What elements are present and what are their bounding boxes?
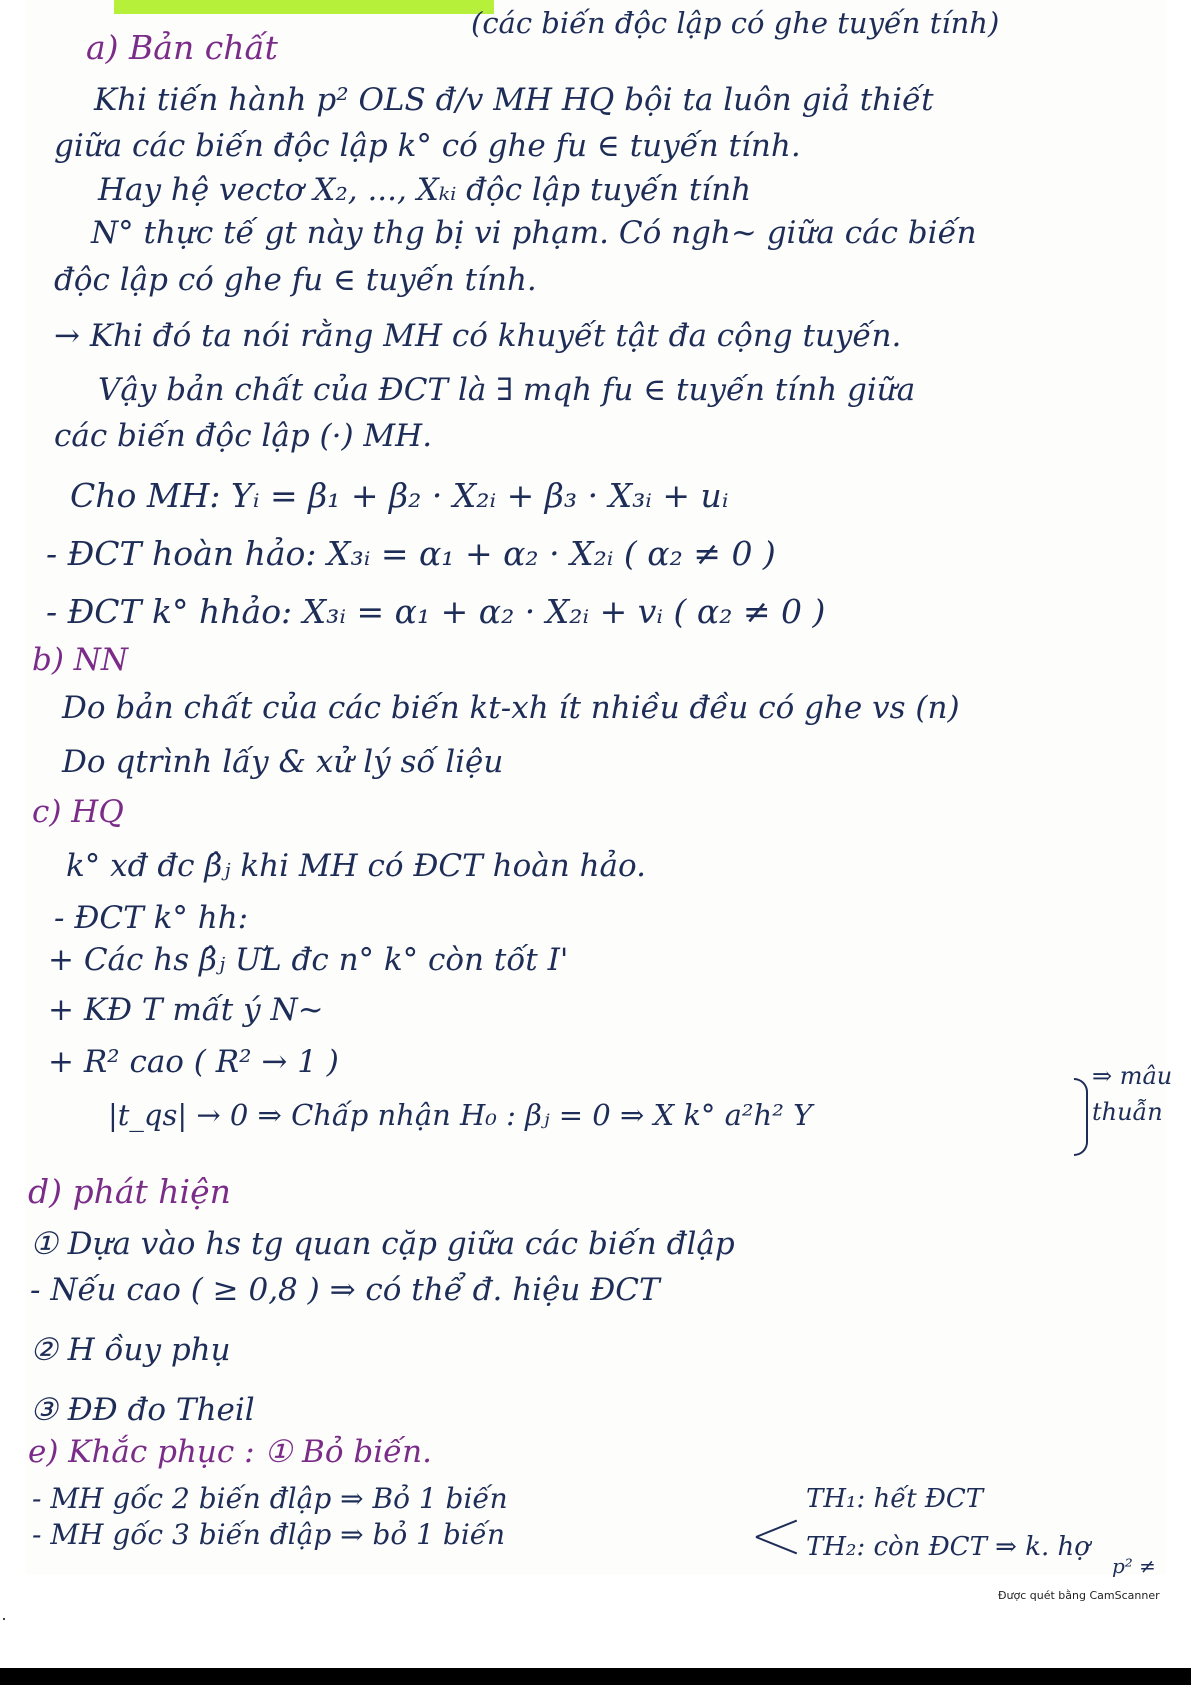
note-line: độc lập có ghe fu ∈ tuyến tính. [54, 262, 537, 298]
note-line: các biến độc lập (·) MH. [54, 418, 433, 454]
note-line: ② H ồuy phụ [30, 1332, 231, 1368]
imperfect-collinearity-equation: - ĐCT k° hhảo: X₃ᵢ = α₁ + α₂ · X₂ᵢ + vᵢ ( α₂ ≠ 0 ) [46, 592, 826, 631]
note-line: ③ ĐĐ đo Theil [30, 1392, 255, 1428]
speck [3, 1618, 5, 1620]
note-line: Hay hệ vectơ X₂, ..., Xₖᵢ độc lập tuyến tính [98, 172, 752, 208]
note-line: Do qtrình lấy & xử lý số liệu [62, 744, 504, 780]
note-line: Vậy bản chất của ĐCT là ∃ mqh fu ∈ tuyến tính giữa [98, 372, 916, 408]
note-line: k° xđ đc β̂ⱼ khi MH có ĐCT hoàn hảo. [66, 848, 646, 884]
section-heading-a: a) Bản chất [86, 28, 278, 67]
section-heading-d: d) phát hiện [28, 1172, 231, 1211]
note-line: - ĐCT k° hh: [54, 900, 249, 936]
note-line: - Nếu cao ( ≥ 0,8 ) ⇒ có thể đ. hiệu ĐCT [30, 1272, 660, 1308]
note-line: giữa các biến độc lập k° có ghe fu ∈ tuyến tính. [54, 128, 801, 164]
case-two: TH₂: còn ĐCT ⇒ k. hợ [806, 1532, 1090, 1562]
note-line: - MH gốc 3 biến đlập ⇒ bỏ 1 biến [32, 1518, 506, 1551]
highlighter-mark [114, 0, 494, 14]
note-line: |t_qs| → 0 ⇒ Chấp nhận H₀ : βⱼ = 0 ⇒ X k° a²h² Y [108, 1098, 813, 1132]
camscanner-watermark: Được quét bằng CamScanner [998, 1589, 1160, 1602]
note-line: (các biến độc lập có ghe tuyến tính) [471, 6, 1000, 40]
perfect-collinearity-equation: - ĐCT hoàn hảo: X₃ᵢ = α₁ + α₂ · X₂ᵢ ( α₂ ≠ 0 ) [46, 534, 776, 573]
scanned-notes-page [26, 0, 1173, 1578]
model-equation: Cho MH: Yᵢ = β₁ + β₂ · X₂ᵢ + β₃ · X₃ᵢ + uᵢ [70, 476, 729, 515]
case-one: TH₁: hết ĐCT [806, 1484, 984, 1514]
note-line: → Khi đó ta nói rằng MH có khuyết tật đa cộng tuyến. [54, 318, 902, 354]
fork-line [756, 1536, 798, 1554]
section-heading-e: e) Khắc phục : ① Bỏ biến. [28, 1434, 432, 1470]
curly-brace [1074, 1078, 1088, 1156]
note-line: N° thực tế gt này thg bị vi phạm. Có ngh~ giữa các biến [91, 215, 977, 251]
section-heading-b: b) NN [32, 642, 129, 678]
section-heading-c: c) HQ [32, 794, 124, 830]
side-note: thuẫn [1092, 1098, 1163, 1126]
note-line: + Các hs β̂ⱼ ƯL đc n° k° còn tốt I' [48, 942, 569, 978]
side-note: ⇒ mâu [1092, 1062, 1173, 1090]
note-line: + R² cao ( R² → 1 ) [48, 1044, 339, 1080]
note-line: ① Dựa vào hs tg quan cặp giữa các biến đlập [30, 1226, 735, 1262]
bottom-border-bar [0, 1668, 1191, 1685]
note-line: Khi tiến hành p² OLS đ/v MH HQ bội ta luôn giả thiết [94, 82, 934, 118]
note-line: + KĐ T mất ý N~ [48, 992, 324, 1028]
note-line: Do bản chất của các biến kt-xh ít nhiều đều có ghe vs (n) [62, 690, 960, 726]
note-line: - MH gốc 2 biến đlập ⇒ Bỏ 1 biến [32, 1482, 508, 1515]
fork-line [756, 1520, 798, 1538]
note-line: p² ≠ [1112, 1554, 1156, 1578]
